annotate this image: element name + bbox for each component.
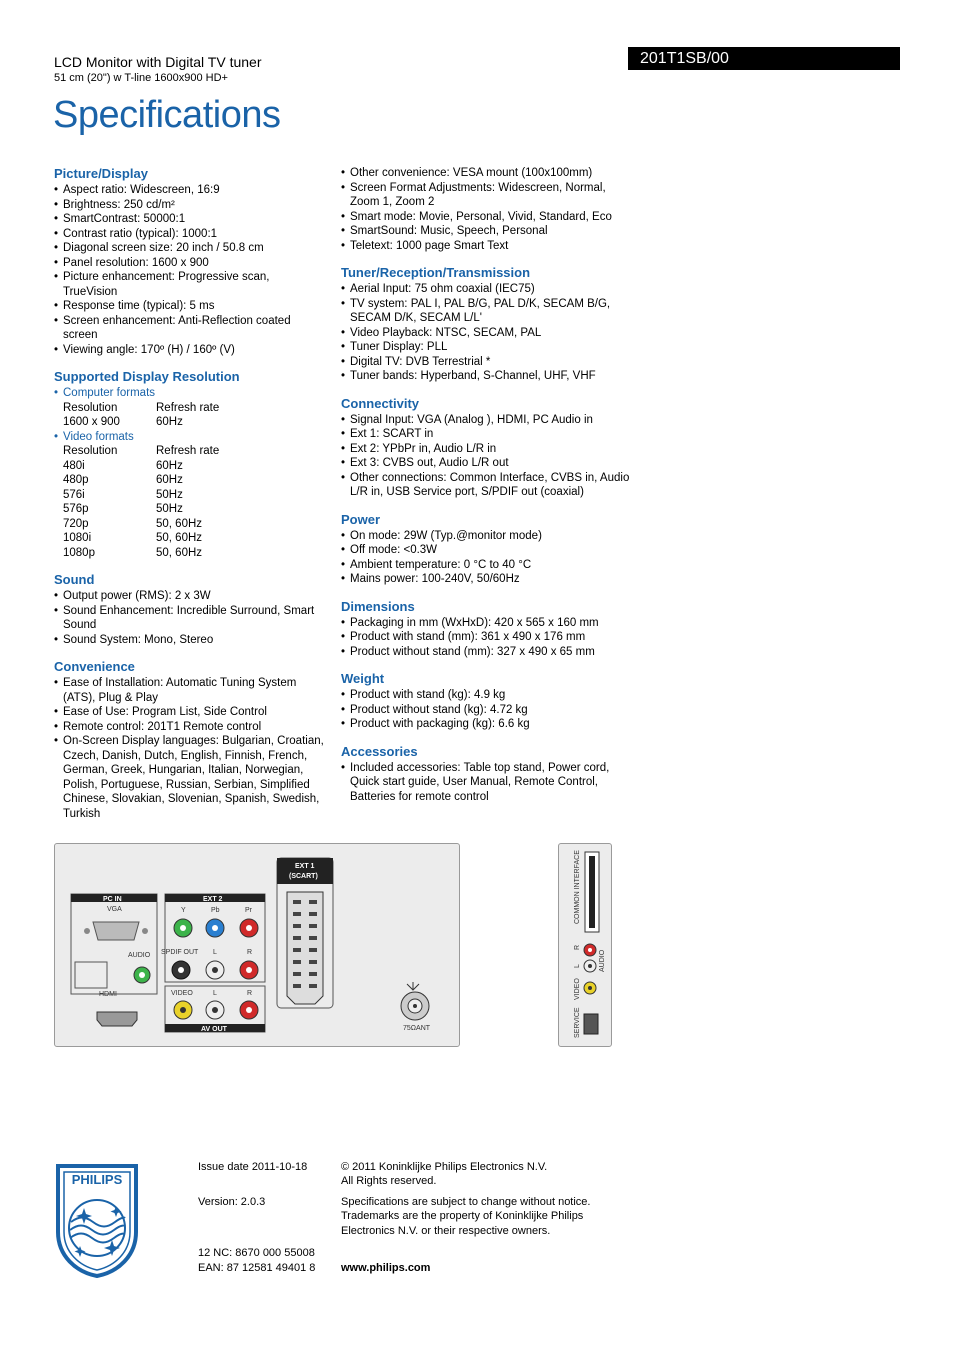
computer-formats-label: • Computer formats xyxy=(54,386,324,401)
ext2-label: EXT 2 xyxy=(203,896,223,903)
svg-text:Pr: Pr xyxy=(245,907,252,914)
spec-item: • Signal Input: VGA (Analog ), HDMI, PC Audio in xyxy=(341,413,631,428)
version: Version: 2.0.3 xyxy=(198,1196,266,1208)
spec-item: • Response time (typical): 5 ms xyxy=(54,299,324,314)
disclaimer-line: Electronics N.V. or their respective owners. xyxy=(341,1225,551,1237)
product-name: LCD Monitor with Digital TV tuner xyxy=(54,54,262,70)
spec-item: • Product with stand (kg): 4.9 kg xyxy=(341,688,631,703)
svg-text:HDMI: HDMI xyxy=(99,991,117,998)
rear-connector-panel xyxy=(54,843,460,1047)
svg-text:VIDEO: VIDEO xyxy=(171,990,193,997)
spec-item: • Ease of Installation: Automatic Tuning System (ATS), Plug & Play xyxy=(54,676,324,705)
resolution-row: 576i 50Hz xyxy=(63,488,183,501)
rear-connector-diagram xyxy=(55,844,459,1046)
issue-date: Issue date 2011-10-18 xyxy=(198,1161,308,1173)
spec-item: • Video Playback: NTSC, SECAM, PAL xyxy=(341,326,631,341)
spec-item: • Remote control: 201T1 Remote control xyxy=(54,720,324,735)
spec-item: • Aerial Input: 75 ohm coaxial (IEC75) xyxy=(341,282,631,297)
ext1-label: EXT 1 xyxy=(295,863,315,870)
spec-item: • Viewing angle: 170º (H) / 160º (V) xyxy=(54,343,324,358)
section-title: Supported Display Resolution xyxy=(54,369,240,384)
svg-text:R: R xyxy=(247,990,253,997)
section-connectivity xyxy=(341,396,631,500)
spec-item: • Ambient temperature: 0 °C to 40 °C xyxy=(341,558,631,573)
spec-item: • Teletext: 1000 page Smart Text xyxy=(341,239,631,254)
svg-text:L: L xyxy=(213,990,217,997)
section-continued xyxy=(341,166,631,253)
section-title: Weight xyxy=(341,671,385,686)
spec-item: • Included accessories: Table top stand, Power cord, Quick start guide, User Manual, Remote Control, Batteries for remote control xyxy=(341,761,631,805)
spec-item: • Ext 2: YPbPr in, Audio L/R in xyxy=(341,442,631,457)
spec-item: • Ext 1: SCART in xyxy=(341,427,631,442)
section-title: Connectivity xyxy=(341,395,420,411)
resolution-row: 480i 60Hz xyxy=(63,459,183,472)
rights: All Rights reserved. xyxy=(341,1175,437,1187)
spec-item: • Brightness: 250 cd/m² xyxy=(54,198,324,213)
resolution-header-row: Resolution Refresh rate xyxy=(63,445,220,457)
side-connector-diagram xyxy=(559,844,611,1046)
section-weight xyxy=(341,671,631,732)
spec-item: • Mains power: 100-240V, 50/60Hz xyxy=(341,572,631,587)
section-power xyxy=(341,512,631,587)
svg-text:Y: Y xyxy=(181,907,186,914)
spec-item: • Panel resolution: 1600 x 900 xyxy=(54,256,324,271)
resolution-row: 1600 x 900 60Hz xyxy=(63,416,183,428)
spec-item: • Smart mode: Movie, Personal, Vivid, Standard, Eco xyxy=(341,210,631,225)
svg-text:R: R xyxy=(574,944,581,950)
svg-text:R: R xyxy=(247,949,253,956)
spec-item: • Tuner bands: Hyperband, S-Channel, UHF, VHF xyxy=(341,369,631,384)
spec-item: • Product without stand (kg): 4.72 kg xyxy=(341,703,631,718)
svg-text:Pb: Pb xyxy=(211,907,220,914)
section-supported-resolution xyxy=(54,369,324,560)
spec-item: • Off mode: <0.3W xyxy=(341,543,631,558)
copyright: © 2011 Koninklijke Philips Electronics N.V. xyxy=(341,1161,548,1173)
section-sound xyxy=(54,572,324,647)
antenna-label: 75ΩANT xyxy=(403,1025,431,1032)
nc-code: 12 NC: 8670 000 55008 xyxy=(198,1247,315,1259)
resolution-row: 720p 50, 60Hz xyxy=(63,517,203,530)
spec-item: • TV system: PAL I, PAL B/G, PAL D/K, SECAM B/G, SECAM D/K, SECAM L/L' xyxy=(341,297,631,326)
spec-item: • On mode: 29W (Typ.@monitor mode) xyxy=(341,529,631,544)
svg-text:L: L xyxy=(213,949,217,956)
section-tuner-reception-transmission xyxy=(341,265,631,384)
svg-text:COMMON INTERFACE: COMMON INTERFACE xyxy=(574,850,581,924)
resolution-header-row: Resolution Refresh rate xyxy=(63,401,220,414)
spec-item: • On-Screen Display languages: Bulgarian, Croatian, Czech, Danish, Dutch, English, Finnish, French, German, Greek, Hungarian, Italian, Norwegian, Polish, Portuguese, Russian, Serbian, Simplified Chinese, Slovakian, Slovenian, Spanish, Swedish, Turkish xyxy=(54,734,324,821)
section-title: Convenience xyxy=(54,659,135,674)
svg-text:VGA: VGA xyxy=(107,906,122,913)
spec-item: • Product with stand (mm): 361 x 490 x 176 mm xyxy=(341,630,631,645)
product-subtitle: 51 cm (20") w T-line 1600x900 HD+ xyxy=(54,72,228,84)
svg-text:SERVICE: SERVICE xyxy=(574,1007,581,1038)
page-title: Specifications xyxy=(53,94,281,136)
section-picture-display xyxy=(54,166,324,357)
spec-item: • Aspect ratio: Widescreen, 16:9 xyxy=(54,183,324,198)
av-out-label: AV OUT xyxy=(201,1026,227,1033)
spec-item: • Output power (RMS): 2 x 3W xyxy=(54,589,324,604)
spec-item: • Ext 3: CVBS out, Audio L/R out xyxy=(341,456,631,471)
side-connector-panel xyxy=(558,843,612,1047)
svg-text:L: L xyxy=(574,964,581,968)
spec-item: • SmartSound: Music, Speech, Personal xyxy=(341,224,631,239)
spec-item: • Sound System: Mono, Stereo xyxy=(54,633,324,648)
resolution-row: 576p 50Hz xyxy=(63,503,183,515)
section-title: Accessories xyxy=(341,743,418,759)
spec-item: • Product with packaging (kg): 6.6 kg xyxy=(341,717,631,732)
spec-item: • Picture enhancement: Progressive scan, TrueVision xyxy=(54,270,324,299)
spec-item: • Digital TV: DVB Terrestrial * xyxy=(341,355,631,370)
resolution-row: 1080p 50, 60Hz xyxy=(63,546,203,559)
model-number-badge: 201T1SB/00 xyxy=(628,47,900,70)
resolution-row: 1080i 50, 60Hz xyxy=(63,532,203,544)
spec-item: • Contrast ratio (typical): 1000:1 xyxy=(54,227,324,242)
svg-text:AUDIO: AUDIO xyxy=(128,952,151,959)
section-dimensions xyxy=(341,599,631,660)
ean-code: EAN: 87 12581 49401 8 xyxy=(198,1262,316,1274)
spec-item: • Other connections: Common Interface, CVBS in, Audio L/R in, USB Service port, S/PDIF out (coaxial) xyxy=(341,471,631,500)
video-formats-label: • Video formats xyxy=(54,430,324,445)
svg-text:SPDIF OUT: SPDIF OUT xyxy=(161,949,199,956)
spec-column-left xyxy=(54,166,324,833)
spec-item: • Screen enhancement: Anti-Reflection coated screen xyxy=(54,314,324,343)
svg-text:(SCART): (SCART) xyxy=(289,873,318,880)
philips-shield-logo xyxy=(54,1162,140,1278)
spec-item: • Diagonal screen size: 20 inch / 50.8 cm xyxy=(54,241,324,256)
spec-item: • Product without stand (mm): 327 x 490 x 65 mm xyxy=(341,645,631,660)
spec-item: • SmartContrast: 50000:1 xyxy=(54,212,324,227)
section-title: Tuner/Reception/Transmission xyxy=(341,265,531,280)
website-link[interactable]: www.philips.com xyxy=(341,1262,431,1274)
spec-item: • Ease of Use: Program List, Side Control xyxy=(54,705,324,720)
svg-text:AUDIO: AUDIO xyxy=(599,949,606,972)
spec-item: • Sound Enhancement: Incredible Surround, Smart Sound xyxy=(54,604,324,633)
section-title: Power xyxy=(341,511,381,527)
section-accessories xyxy=(341,744,631,805)
disclaimer-line: Specifications are subject to change without notice. xyxy=(341,1196,591,1208)
spec-column-right xyxy=(341,166,631,816)
svg-text:VIDEO: VIDEO xyxy=(574,978,581,1000)
section-title: Picture/Display xyxy=(54,166,148,181)
resolution-row: 480p 60Hz xyxy=(63,474,183,486)
pc-in-label: PC IN xyxy=(103,896,122,903)
section-convenience xyxy=(54,659,324,821)
spec-item: • Screen Format Adjustments: Widescreen, Normal, Zoom 1, Zoom 2 xyxy=(341,181,631,210)
section-title: Dimensions xyxy=(341,598,415,614)
section-title: Sound xyxy=(54,572,95,587)
philips-wordmark: PHILIPS xyxy=(71,1172,123,1187)
spec-item: • Packaging in mm (WxHxD): 420 x 565 x 160 mm xyxy=(341,616,631,631)
disclaimer-line: Trademarks are the property of Koninklijke Philips xyxy=(341,1210,584,1222)
spec-item: • Other convenience: VESA mount (100x100mm) xyxy=(341,166,631,181)
spec-item: • Tuner Display: PLL xyxy=(341,340,631,355)
